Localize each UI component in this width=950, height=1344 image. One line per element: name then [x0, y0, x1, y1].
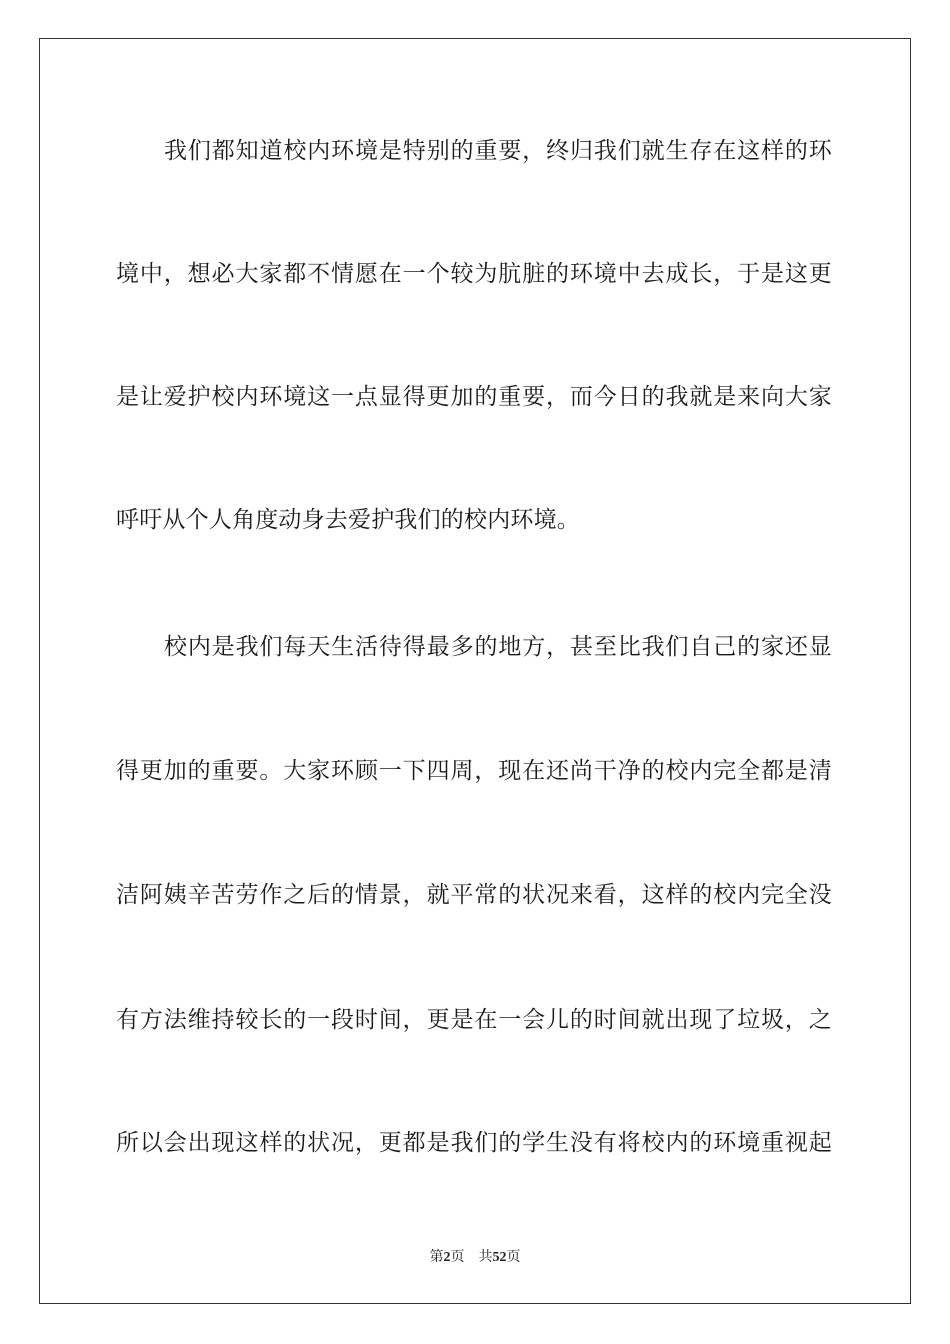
paragraph-1-line-4: 呼吁从个人角度动身去爱护我们的校内环境。 [116, 507, 580, 533]
paragraph-1-line-2: 境中，想必大家都不情愿在一个较为肮脏的环境中去成长，于是这更 [116, 261, 832, 287]
page-suffix: 页 [450, 1249, 465, 1265]
paragraph-2-line-2: 得更加的重要。大家环顾一下四周，现在还尚干净的校内完全都是清 [116, 758, 832, 784]
current-page-number: 2 [443, 1250, 451, 1265]
total-prefix: 共 [478, 1249, 493, 1265]
paragraph-2-line-5: 所以会出现这样的状况，更都是我们的学生没有将校内的环境重视起 [116, 1130, 832, 1156]
paragraph-1-line-3: 是让爱护校内环境这一点显得更加的重要，而今日的我就是来向大家 [116, 384, 832, 410]
page-prefix: 第 [429, 1249, 444, 1265]
paragraph-2-line-4: 有方法维持较长的一段时间，更是在一会儿的时间就出现了垃圾，之 [116, 1007, 832, 1033]
page-border [39, 38, 911, 1304]
total-page-count: 52 [492, 1250, 507, 1265]
paragraph-2-line-3: 洁阿姨辛苦劳作之后的情景，就平常的状况来看，这样的校内完全没 [116, 882, 832, 908]
paragraph-2-line-1: 校内是我们每天生活待得最多的地方，甚至比我们自己的家还显 [164, 634, 832, 660]
page-footer [0, 1248, 950, 1267]
total-suffix: 页 [506, 1249, 521, 1265]
paragraph-1-line-1: 我们都知道校内环境是特别的重要，终归我们就生存在这样的环 [164, 138, 832, 164]
